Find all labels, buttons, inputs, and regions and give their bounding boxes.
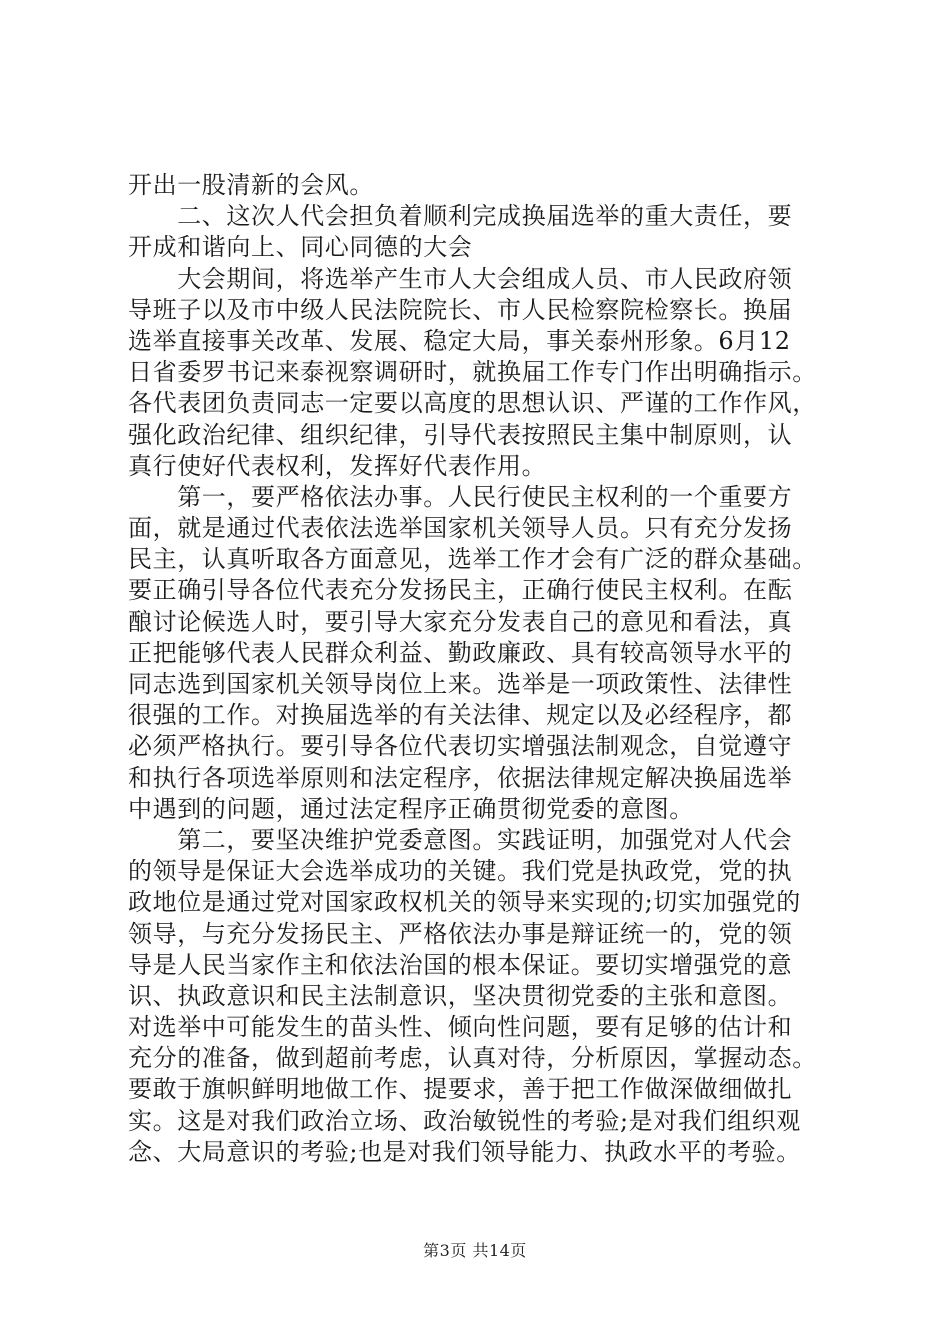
document-body [128,170,832,1168]
text-line: 实。这是对我们政治立场、政治敏锐性的考验;是对我们组织观 [128,1106,801,1135]
text-line: 识、执政意识和民主法制意识，坚决贯彻党委的主张和意图。 [128,981,793,1010]
text-line: 导是人民当家作主和依法治国的根本保证。要切实增强党的意 [128,950,793,979]
text-line: 日省委罗书记来泰视察调研时，就换届工作专门作出明确指示。 [128,358,817,387]
text-line: 酿讨论候选人时，要引导大家充分发表自己的意见和看法，真 [128,607,793,636]
section-heading-line: 开成和谐向上、同心同德的大会 [128,233,473,262]
text-line: 开出一股清新的会风。 [128,171,374,199]
page-number-footer: 第3页 共14页 [423,1241,527,1260]
text-line: 的领导是保证大会选举成功的关键。我们党是执政党，党的执 [128,857,793,886]
text-line: 充分的准备，做到超前考虑，认真对待，分析原因，掌握动态。 [128,1044,817,1073]
text-line: 真行使好代表权利，发挥好代表作用。 [128,451,547,480]
text-line: 强化政治纪律、组织纪律，引导代表按照民主集中制原则，认 [128,420,793,449]
text-line: 要正确引导各位代表充分发扬民主，正确行使民主权利。在酝 [128,576,793,605]
text-line: 民主，认真听取各方面意见，选举工作才会有广泛的群众基础。 [128,545,817,574]
text-line: 和执行各项选举原则和法定程序，依据法律规定解决换届选举 [128,763,793,792]
text-line: 中遇到的问题，通过法定程序正确贯彻党委的意图。 [128,794,694,823]
text-line: 同志选到国家机关领导岗位上来。选举是一项政策性、法律性 [128,670,793,698]
section-heading-line: 二、这次人代会担负着顺利完成换届选举的重大责任，要 [128,202,793,231]
text-line: 各代表团负责同志一定要以高度的思想认识、严谨的工作作风， [128,389,817,418]
text-line: 很强的工作。对换届选举的有关法律、规定以及必经程序，都 [128,701,793,730]
text-line: 对选举中可能发生的苗头性、倾向性问题，要有足够的估计和 [128,1013,793,1042]
text-line: 选举直接事关改革、发展、稳定大局，事关泰州形象。6月12 [128,326,791,355]
text-line: 大会期间，将选举产生市人大会组成人员、市人民政府领 [128,264,793,293]
text-line: 面，就是通过代表依法选举国家机关领导人员。只有充分发扬 [128,514,793,543]
text-line: 政地位是通过党对国家政权机关的领导来实现的;切实加强党的 [128,888,801,917]
text-line: 第一，要严格依法办事。人民行使民主权利的一个重要方 [128,482,793,511]
text-line: 正把能够代表人民群众利益、勤政廉政、具有较高领导水平的 [128,638,793,667]
text-line: 必须严格执行。要引导各位代表切实增强法制观念，自觉遵守 [128,732,793,761]
text-line: 领导，与充分发扬民主、严格依法办事是辩证统一的，党的领 [128,919,793,948]
text-line: 要敢于旗帜鲜明地做工作、提要求，善于把工作做深做细做扎 [128,1075,793,1104]
text-line: 念、大局意识的考验;也是对我们领导能力、执政水平的考验。 [128,1137,801,1166]
text-line: 第二，要坚决维护党委意图。实践证明，加强党对人代会 [128,825,793,854]
text-line: 导班子以及市中级人民法院院长、市人民检察院检察长。换届 [128,295,793,324]
